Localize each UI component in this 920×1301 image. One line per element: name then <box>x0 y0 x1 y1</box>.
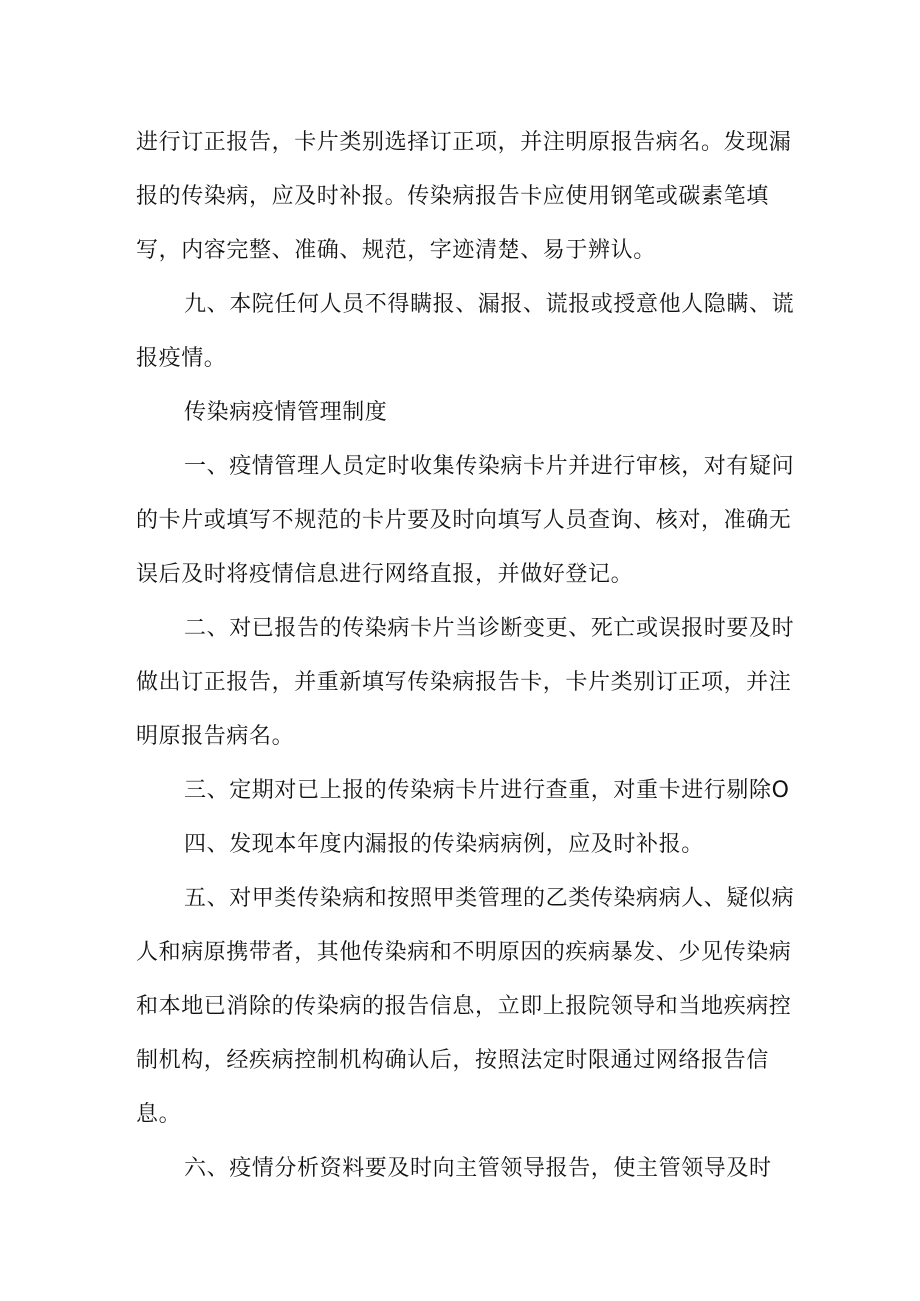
paragraph-correction-report: 进行订正报告，卡片类别选择订正项，并注明原报告病名。发现漏报的传染病，应及时补报。传染病报告卡应使用钢笔或碳素笔填写，内容完整、准确、规范，字迹清楚、易于辨认。 <box>136 130 792 263</box>
section-title: 传染病疫情管理制度 <box>184 400 388 425</box>
paragraph-item-3: 三、定期对已上报的传染病卡片进行查重，对重卡进行剔除O <box>184 778 790 803</box>
paragraph-item-6: 六、疫情分析资料要及时向主管领导报告，使主管领导及时 <box>184 1156 772 1181</box>
paragraph-item-9: 九、本院任何人员不得瞒报、漏报、谎报或授意他人隐瞒、谎报疫情。 <box>136 292 795 371</box>
paragraph-item-4: 四、发现本年度内漏报的传染病病例，应及时补报。 <box>184 832 704 857</box>
paragraph-item-1: 一、疫情管理人员定时收集传染病卡片并进行审核，对有疑问的卡片或填写不规范的卡片要及时向填写人员查询、核对，准确无误后及时将疫情信息进行网络直报，并做好登记。 <box>136 454 795 587</box>
paragraph-item-2: 二、对已报告的传染病卡片当诊断变更、死亡或误报时要及时做出订正报告，并重新填写传染病报告卡，卡片类别订正项，并注明原报告病名。 <box>136 616 795 749</box>
paragraph-item-5: 五、对甲类传染病和按照甲类管理的乙类传染病病人、疑似病人和病原携带者，其他传染病和不明原因的疾病暴发、少见传染病和本地已消除的传染病的报告信息，立即上报院领导和当地疾病控制机构，经疾病控制机构确认后，按照法定时限通过网络报告信息。 <box>136 886 795 1127</box>
